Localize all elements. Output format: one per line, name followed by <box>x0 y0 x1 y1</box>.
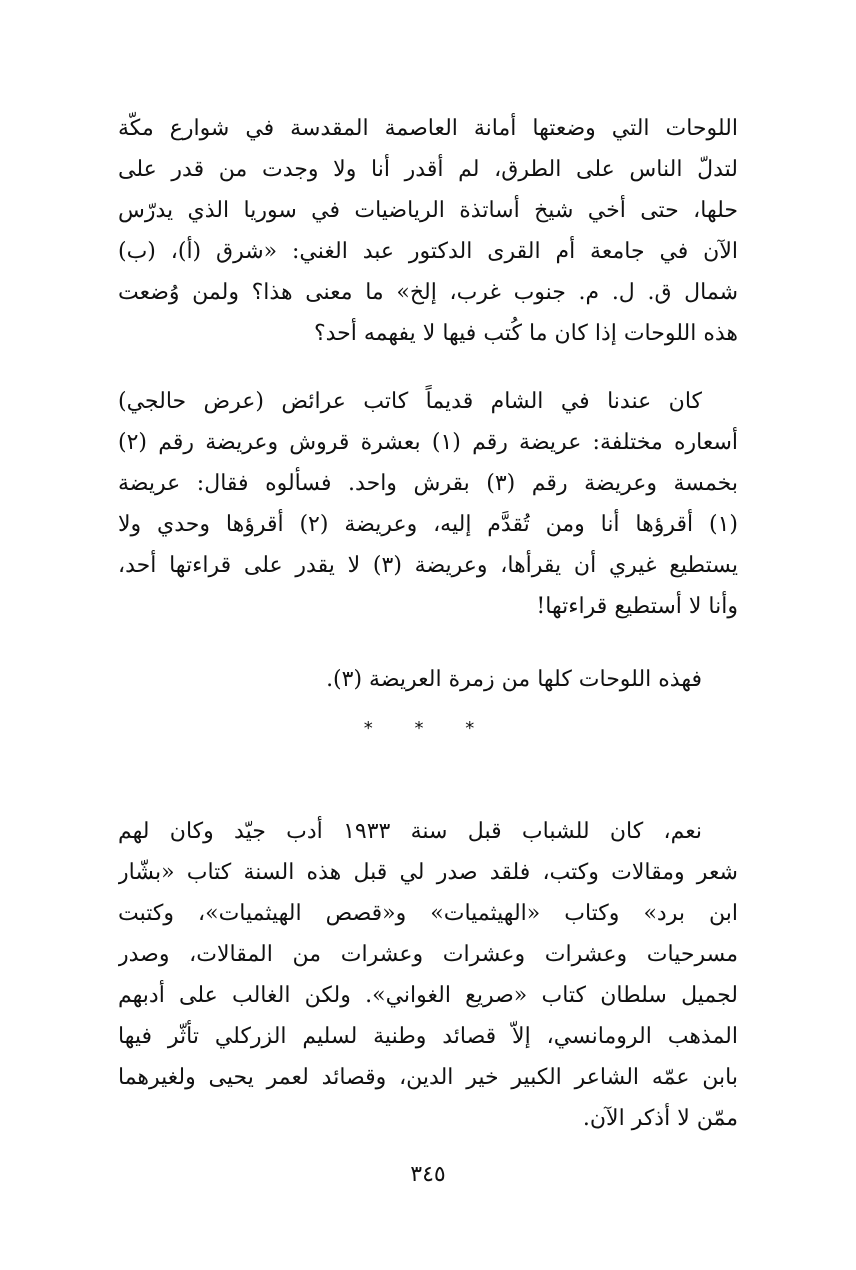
text-line: يستطيع غيري أن يقرأها، وعريضة (٣) لا يقدر على قراءتها أحد، <box>118 553 738 578</box>
text-line: كان عندنا في الشام قديماً كاتب عرائض (عرض حالجي) <box>118 389 702 414</box>
text-line: هذه اللوحات إذا كان ما كُتب فيها لا يفهمه أحد؟ <box>313 321 738 346</box>
text-line: المذهب الرومانسي، إلاّ قصائد وطنية لسليم الزركلي تأثّر فيها <box>118 1024 738 1049</box>
text-line: لجميل سلطان كتاب «صريع الغواني». ولكن الغالب على أدبهم <box>118 983 738 1008</box>
paragraph-conclusion <box>118 659 738 700</box>
text-line: بخمسة وعريضة رقم (٣) بقرش واحد. فسألوه فقال: عريضة <box>118 471 738 496</box>
text-line: بابن عمّه الشاعر الكبير خير الدين، وقصائد لعمر يحيى ولغيرهما <box>118 1065 738 1090</box>
text-line: فهذه اللوحات كلها من زمرة العريضة (٣). <box>326 667 702 692</box>
text-line: شمال ق. ل. م. جنوب غرب، إلخ» ما معنى هذا؟ ولمن وُضعت <box>118 280 738 305</box>
section-separator: * * * <box>363 718 493 739</box>
paragraph-signboards <box>118 108 738 354</box>
text-line: وأنا لا أستطيع قراءتها! <box>536 594 738 619</box>
text-line: شعر ومقالات وكتب، فلقد صدر لي قبل هذه السنة كتاب «بشّار <box>118 860 738 885</box>
text-line: أسعاره مختلفة: عريضة رقم (١) بعشرة قروش وعريضة رقم (٢) <box>118 430 738 455</box>
text-line: ممّن لا أذكر الآن. <box>582 1106 738 1131</box>
text-line: الآن في جامعة أم القرى الدكتور عبد الغني: «شرق (أ)، (ب) <box>118 239 738 264</box>
text-line: لتدلّ الناس على الطرق، لم أقدر أنا ولا وجدت من قدر على <box>118 157 738 182</box>
paragraph-petition-writer <box>118 381 738 627</box>
text-line: اللوحات التي وضعتها أمانة العاصمة المقدسة في شوارع مكّة <box>118 116 738 141</box>
page-number: ٣٤٥ <box>410 1162 446 1187</box>
text-line: (١) أقرؤها أنا ومن تُقدَّم إليه، وعريضة (٢) أقرؤها وحدي ولا <box>118 512 738 537</box>
text-line: ابن برد» وكتاب «الهيثميات» و«قصص الهيثميات»، وكتبت <box>118 901 738 926</box>
text-line: حلها، حتى أخي شيخ أساتذة الرياضيات في سوريا الذي يدرّس <box>118 198 738 223</box>
text-line: مسرحيات وعشرات وعشرات وعشرات من المقالات، وصدر <box>118 942 738 967</box>
text-line: نعم، كان للشباب قبل سنة ١٩٣٣ أدب جيّد وكان لهم <box>118 819 702 844</box>
paragraph-literature <box>118 811 738 1139</box>
